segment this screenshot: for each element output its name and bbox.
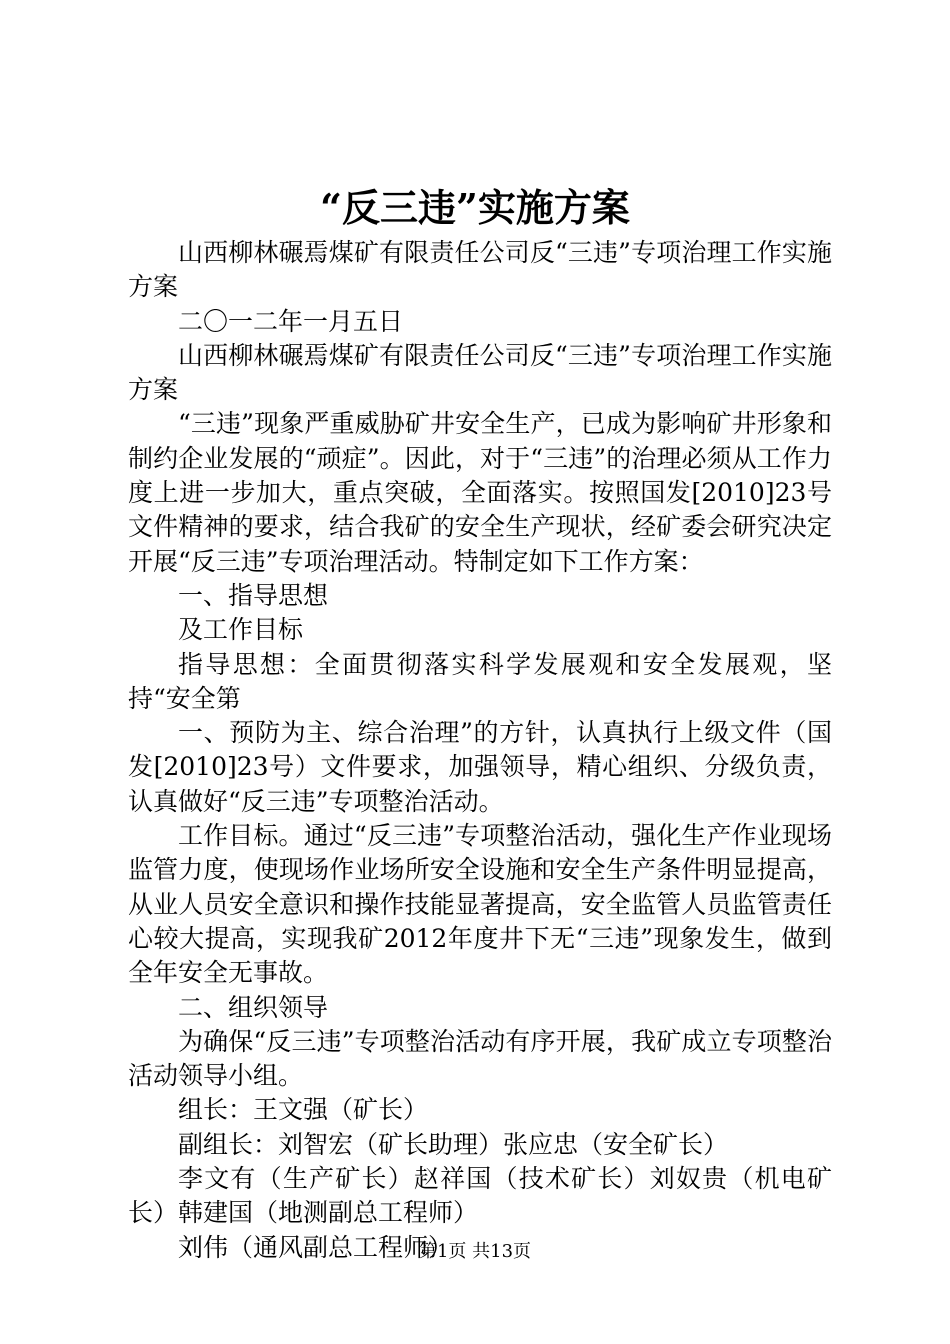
paragraph-date: 二〇一二年一月五日 xyxy=(178,306,404,336)
paragraph-policy: 一、预防为主、综合治理”的方针，认真执行上级文件（国发[2010]23号）文件要求，加强领导，精心组织、分级负责，认真做好“反三违”专项整治活动。 xyxy=(128,718,832,816)
paragraph-company-plan-title-repeat: 山西柳林碾焉煤矿有限责任公司反“三违”专项治理工作实施方案 xyxy=(128,340,832,405)
paragraph-deputy-leaders: 副组长：刘智宏（矿长助理）张应忠（安全矿长） xyxy=(178,1129,729,1159)
document-title: “反三违”实施方案 xyxy=(320,185,630,230)
paragraph-team-leader: 组长：王文强（矿长） xyxy=(178,1095,429,1125)
paragraph-intro: “三违”现象严重威胁矿井安全生产，已成为影响矿井形象和制约企业发展的“顽症”。因此，对于“三违”的治理必须从工作力度上进一步加大，重点突破，全面落实。按照国发[2010]23号文件精神的要求，结合我矿的安全生产现状，经矿委会研究决定开展“反三违”专项治理活动。特制定如下工作方案： xyxy=(128,409,832,576)
page-footer: 第1页 共13页 xyxy=(418,1241,532,1262)
section-heading-organization: 二、组织领导 xyxy=(178,992,329,1022)
paragraph-company-plan-title: 山西柳林碾焉煤矿有限责任公司反“三违”专项治理工作实施方案 xyxy=(128,238,832,302)
paragraph-guiding-ideology: 指导思想：全面贯彻落实科学发展观和安全发展观，坚持“安全第 xyxy=(128,649,832,713)
section-heading-guiding-ideology: 一、指导思想 xyxy=(178,580,329,610)
paragraph-members: 李文有（生产矿长）赵祥国（技术矿长）刘奴贵（机电矿长）韩建国（地测副总工程师） xyxy=(128,1164,832,1228)
document-body xyxy=(128,236,832,1265)
paragraph-work-goals: 工作目标。通过“反三违”专项整治活动，强化生产作业现场监管力度，使现场作业场所安全设施和安全生产条件明显提高，从业人员安全意识和操作技能显著提高，安全监管人员监管责任心较大提高，实现我矿2012年度井下无“三违”现象发生，做到全年安全无事故。 xyxy=(128,821,832,988)
section-heading-work-goals: 及工作目标 xyxy=(178,615,304,645)
paragraph-member-ventilation: 刘伟（通风副总工程师） xyxy=(178,1232,454,1262)
paragraph-organization: 为确保“反三违”专项整治活动有序开展，我矿成立专项整治活动领导小组。 xyxy=(128,1026,832,1091)
